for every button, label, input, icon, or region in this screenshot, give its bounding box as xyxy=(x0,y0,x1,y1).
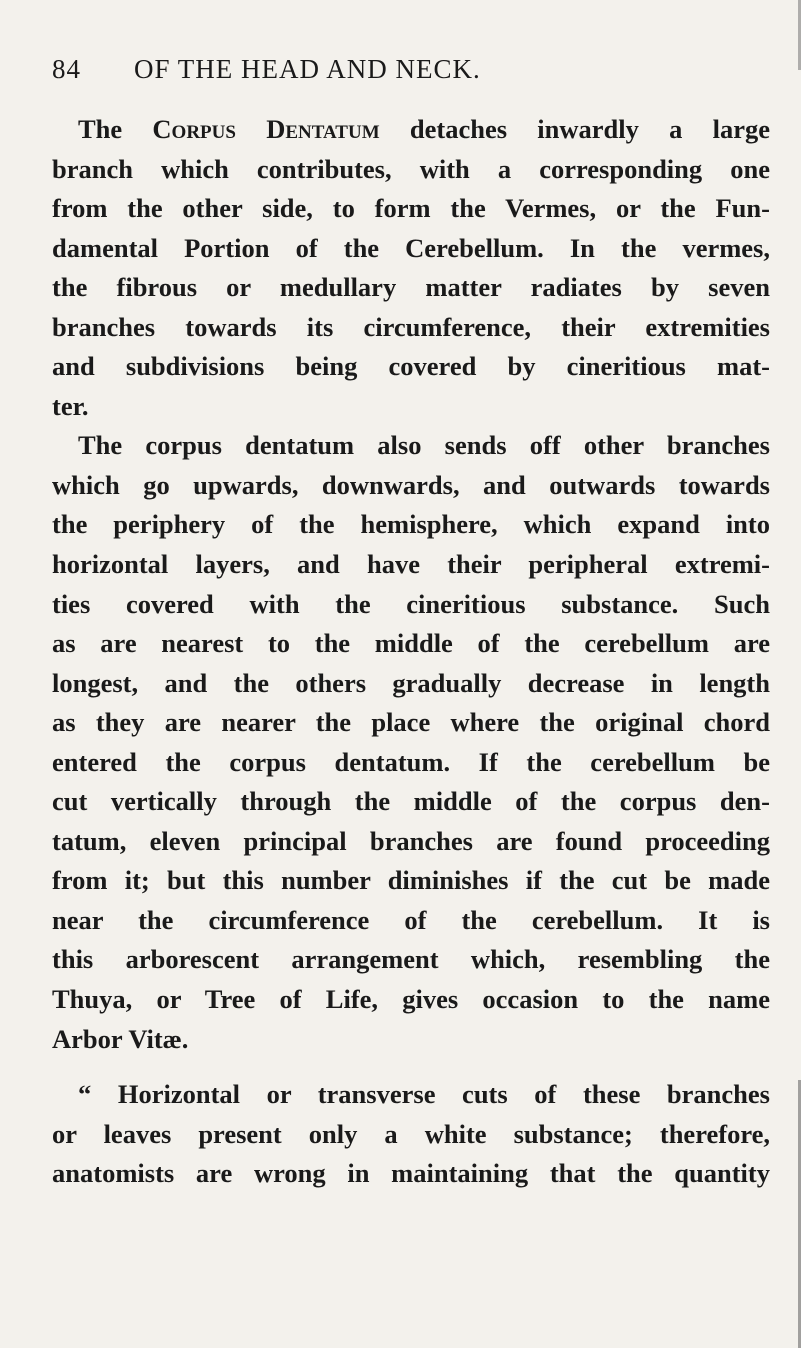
text-line: ties covered with the cineritious substance. Such xyxy=(52,588,770,619)
text-line: the fibrous or medullary matter radiates by seven xyxy=(52,272,770,303)
paragraph-vermes xyxy=(52,110,770,426)
text-line: tatum, eleven principal branches are found proceeding xyxy=(52,825,770,856)
text-line xyxy=(52,110,770,150)
text-line: this arborescent arrangement which, resembling the xyxy=(52,944,770,975)
text-line: the periphery of the hemisphere, which expand into xyxy=(52,509,770,540)
paragraph-branches xyxy=(52,426,770,1059)
text-line: near the circumference of the cerebellum. It is xyxy=(52,904,770,935)
paragraph-quotation xyxy=(52,1075,770,1194)
text-line: branch which contributes, with a corresponding one xyxy=(52,153,770,184)
text-line: as they are nearer the place where the original chord xyxy=(52,707,770,738)
text-line: “ Horizontal or transverse cuts of these branches xyxy=(78,1079,770,1110)
text-line: anatomists are wrong in maintaining that the quantity xyxy=(52,1158,770,1189)
text-line: from it; but this number diminishes if the cut be made xyxy=(52,865,770,896)
text-line: The corpus dentatum also sends off other branches xyxy=(78,430,770,461)
running-head xyxy=(52,54,752,94)
text-line: Thuya, or Tree of Life, gives occasion to the name xyxy=(52,984,770,1015)
running-title: OF THE HEAD AND NECK. xyxy=(134,54,481,84)
text-line: horizontal layers, and have their peripheral extremi- xyxy=(52,549,770,580)
text-line: as are nearest to the middle of the cerebellum are xyxy=(52,628,770,659)
text-line: entered the corpus dentatum. If the cerebellum be xyxy=(52,746,770,777)
text-line: damental Portion of the Cerebellum. In the vermes, xyxy=(52,232,770,263)
text-line: ter. xyxy=(52,390,89,421)
text-line: Arbor Vitæ. xyxy=(52,1023,189,1054)
paragraph-gap xyxy=(52,1059,770,1075)
line-rest: detaches inwardly a large xyxy=(379,114,770,144)
line-lead: The xyxy=(78,114,153,144)
text-line: cut vertically through the middle of the corpus den- xyxy=(52,786,770,817)
text-line: and subdivisions being covered by cineritious mat- xyxy=(52,351,770,382)
text-line: from the other side, to form the Vermes, or the Fun- xyxy=(52,193,770,224)
term-corpus-dentatum: Corpus Dentatum xyxy=(152,114,380,144)
text-line: longest, and the others gradually decrease in length xyxy=(52,667,770,698)
body-text xyxy=(52,110,770,1194)
text-line: or leaves present only a white substance; therefore, xyxy=(52,1118,770,1149)
text-line: branches towards its circumference, their extremities xyxy=(52,311,770,342)
text-line: which go upwards, downwards, and outwards towards xyxy=(52,469,770,500)
page-number: 84 xyxy=(52,54,81,84)
